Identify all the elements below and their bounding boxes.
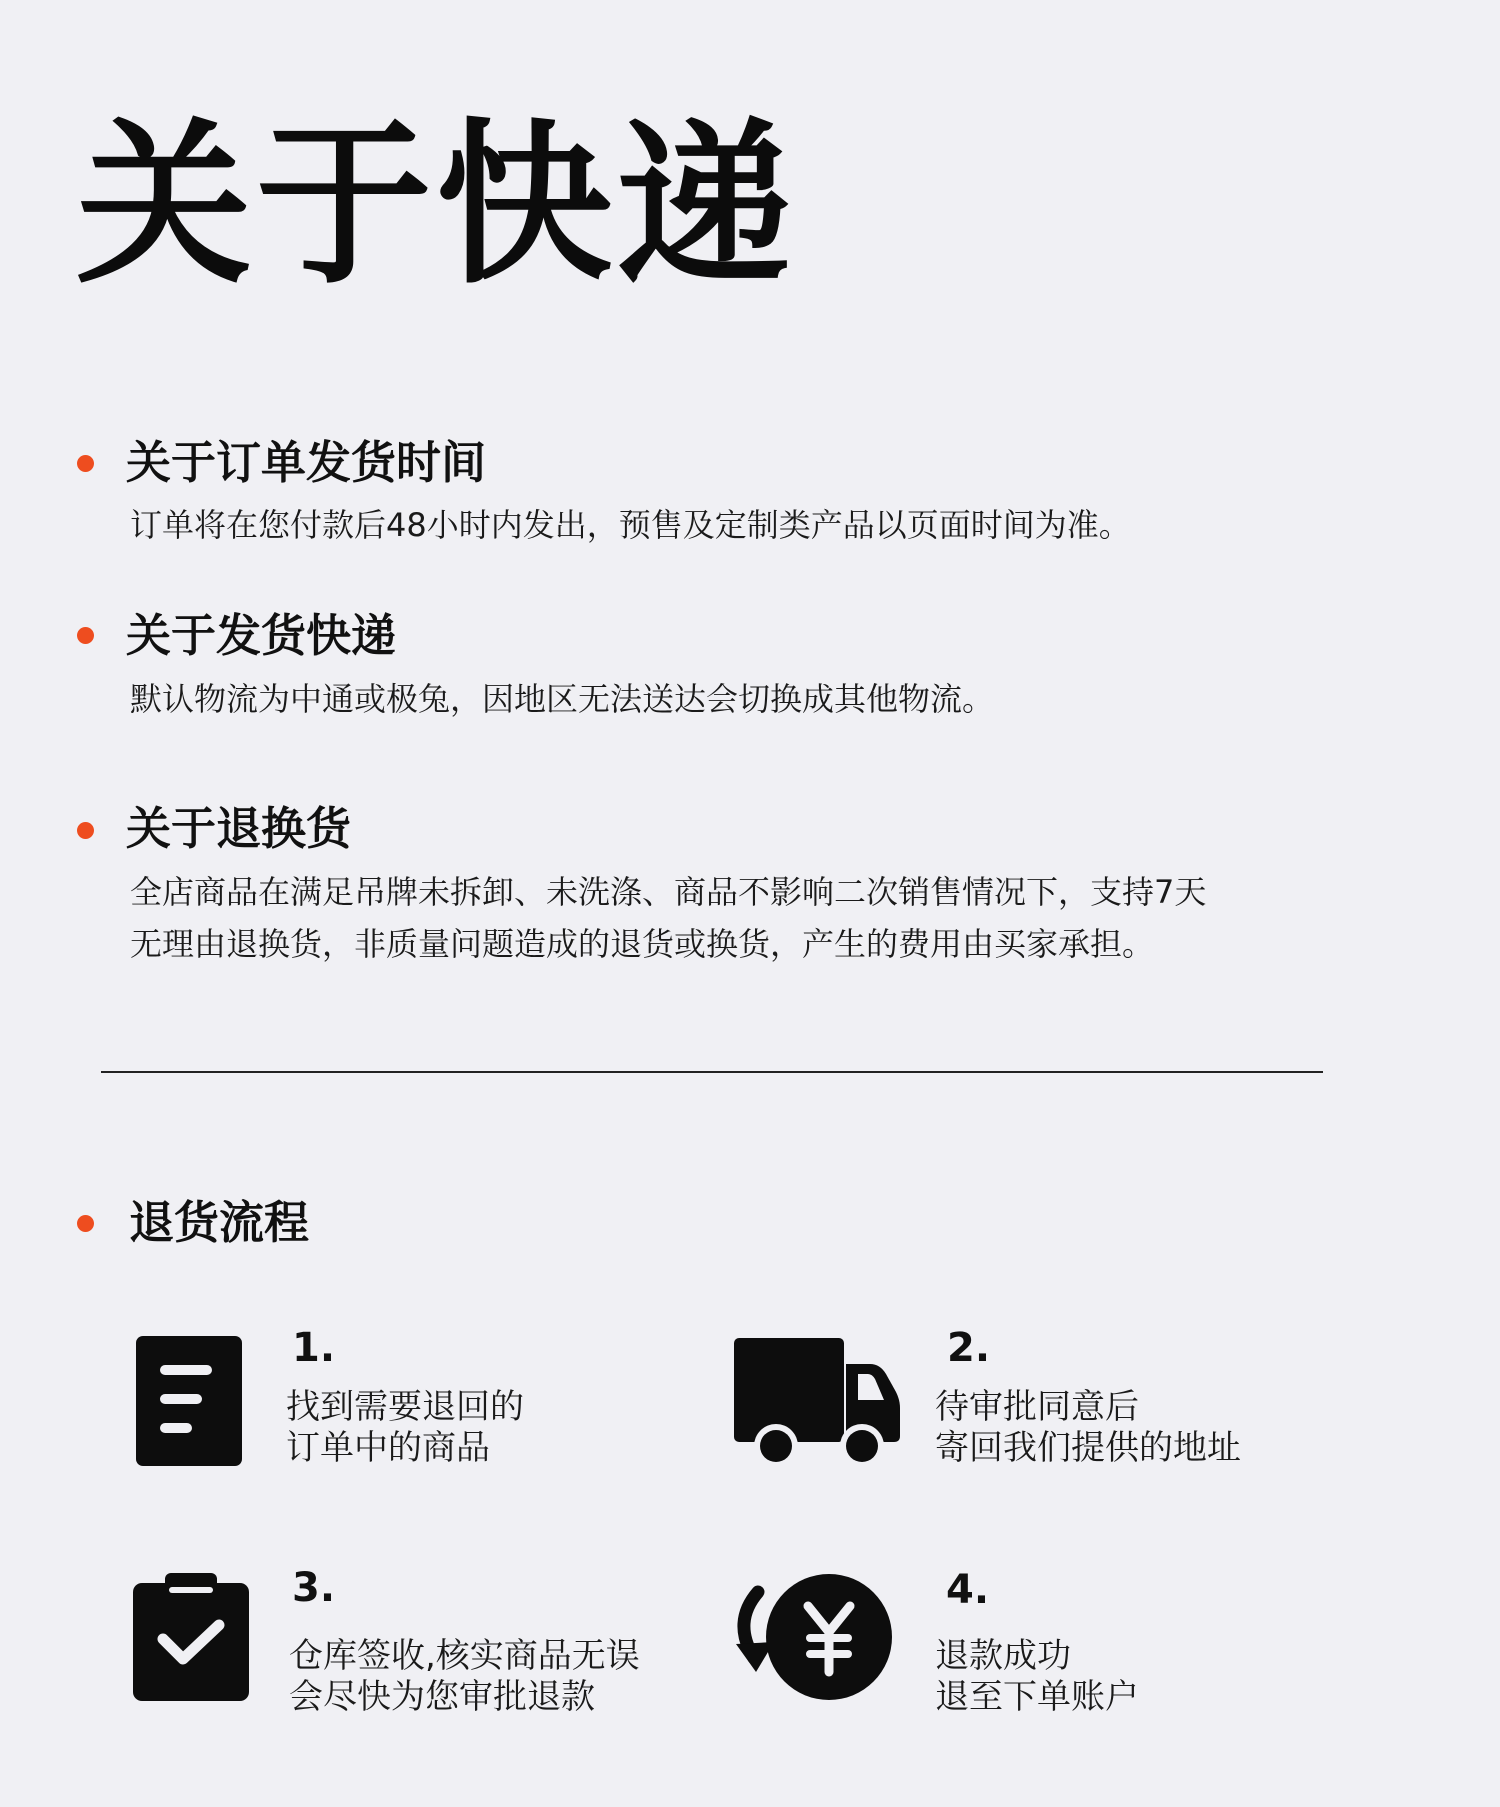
document-icon <box>136 1336 242 1466</box>
step-number: 1. <box>292 1325 336 1371</box>
bullet-dot <box>77 1215 94 1232</box>
section-body: 默认物流为中通或极兔，因地区无法送达会切换成其他物流。 <box>130 680 995 718</box>
step-line: 订单中的商品 <box>286 1428 490 1468</box>
truck-icon <box>734 1338 900 1468</box>
section-body: 订单将在您付款后48小时内发出，预售及定制类产品以页面时间为准。 <box>130 506 1131 544</box>
clipboard-check-icon <box>133 1573 249 1701</box>
step-line: 会尽快为您审批退款 <box>289 1677 595 1717</box>
step-number: 4. <box>946 1567 990 1613</box>
bullet-dot <box>77 455 94 472</box>
page-title: 关于快递 <box>76 103 797 308</box>
step-number: 2. <box>947 1325 991 1371</box>
section-heading: 关于退换货 <box>126 802 352 855</box>
bullet-dot <box>77 822 94 839</box>
step-line: 找到需要退回的 <box>286 1387 524 1427</box>
yuan-refund-icon <box>722 1572 895 1704</box>
section-heading: 关于订单发货时间 <box>126 436 487 489</box>
step-line: 待审批同意后 <box>935 1387 1139 1427</box>
section-heading: 退货流程 <box>129 1196 310 1249</box>
step-line: 退款成功 <box>935 1636 1071 1676</box>
section-heading: 关于发货快递 <box>126 609 397 662</box>
step-line: 仓库签收,核实商品无误 <box>289 1636 640 1676</box>
section-body-line: 全店商品在满足吊牌未拆卸、未洗涤、商品不影响二次销售情况下，支持7天 <box>130 873 1207 911</box>
bullet-dot <box>77 627 94 644</box>
section-body-line: 无理由退换货，非质量问题造成的退货或换货，产生的费用由买家承担。 <box>130 925 1155 963</box>
step-number: 3. <box>292 1565 336 1611</box>
divider <box>101 1071 1323 1073</box>
step-line: 退至下单账户 <box>935 1677 1139 1717</box>
step-line: 寄回我们提供的地址 <box>935 1428 1241 1468</box>
